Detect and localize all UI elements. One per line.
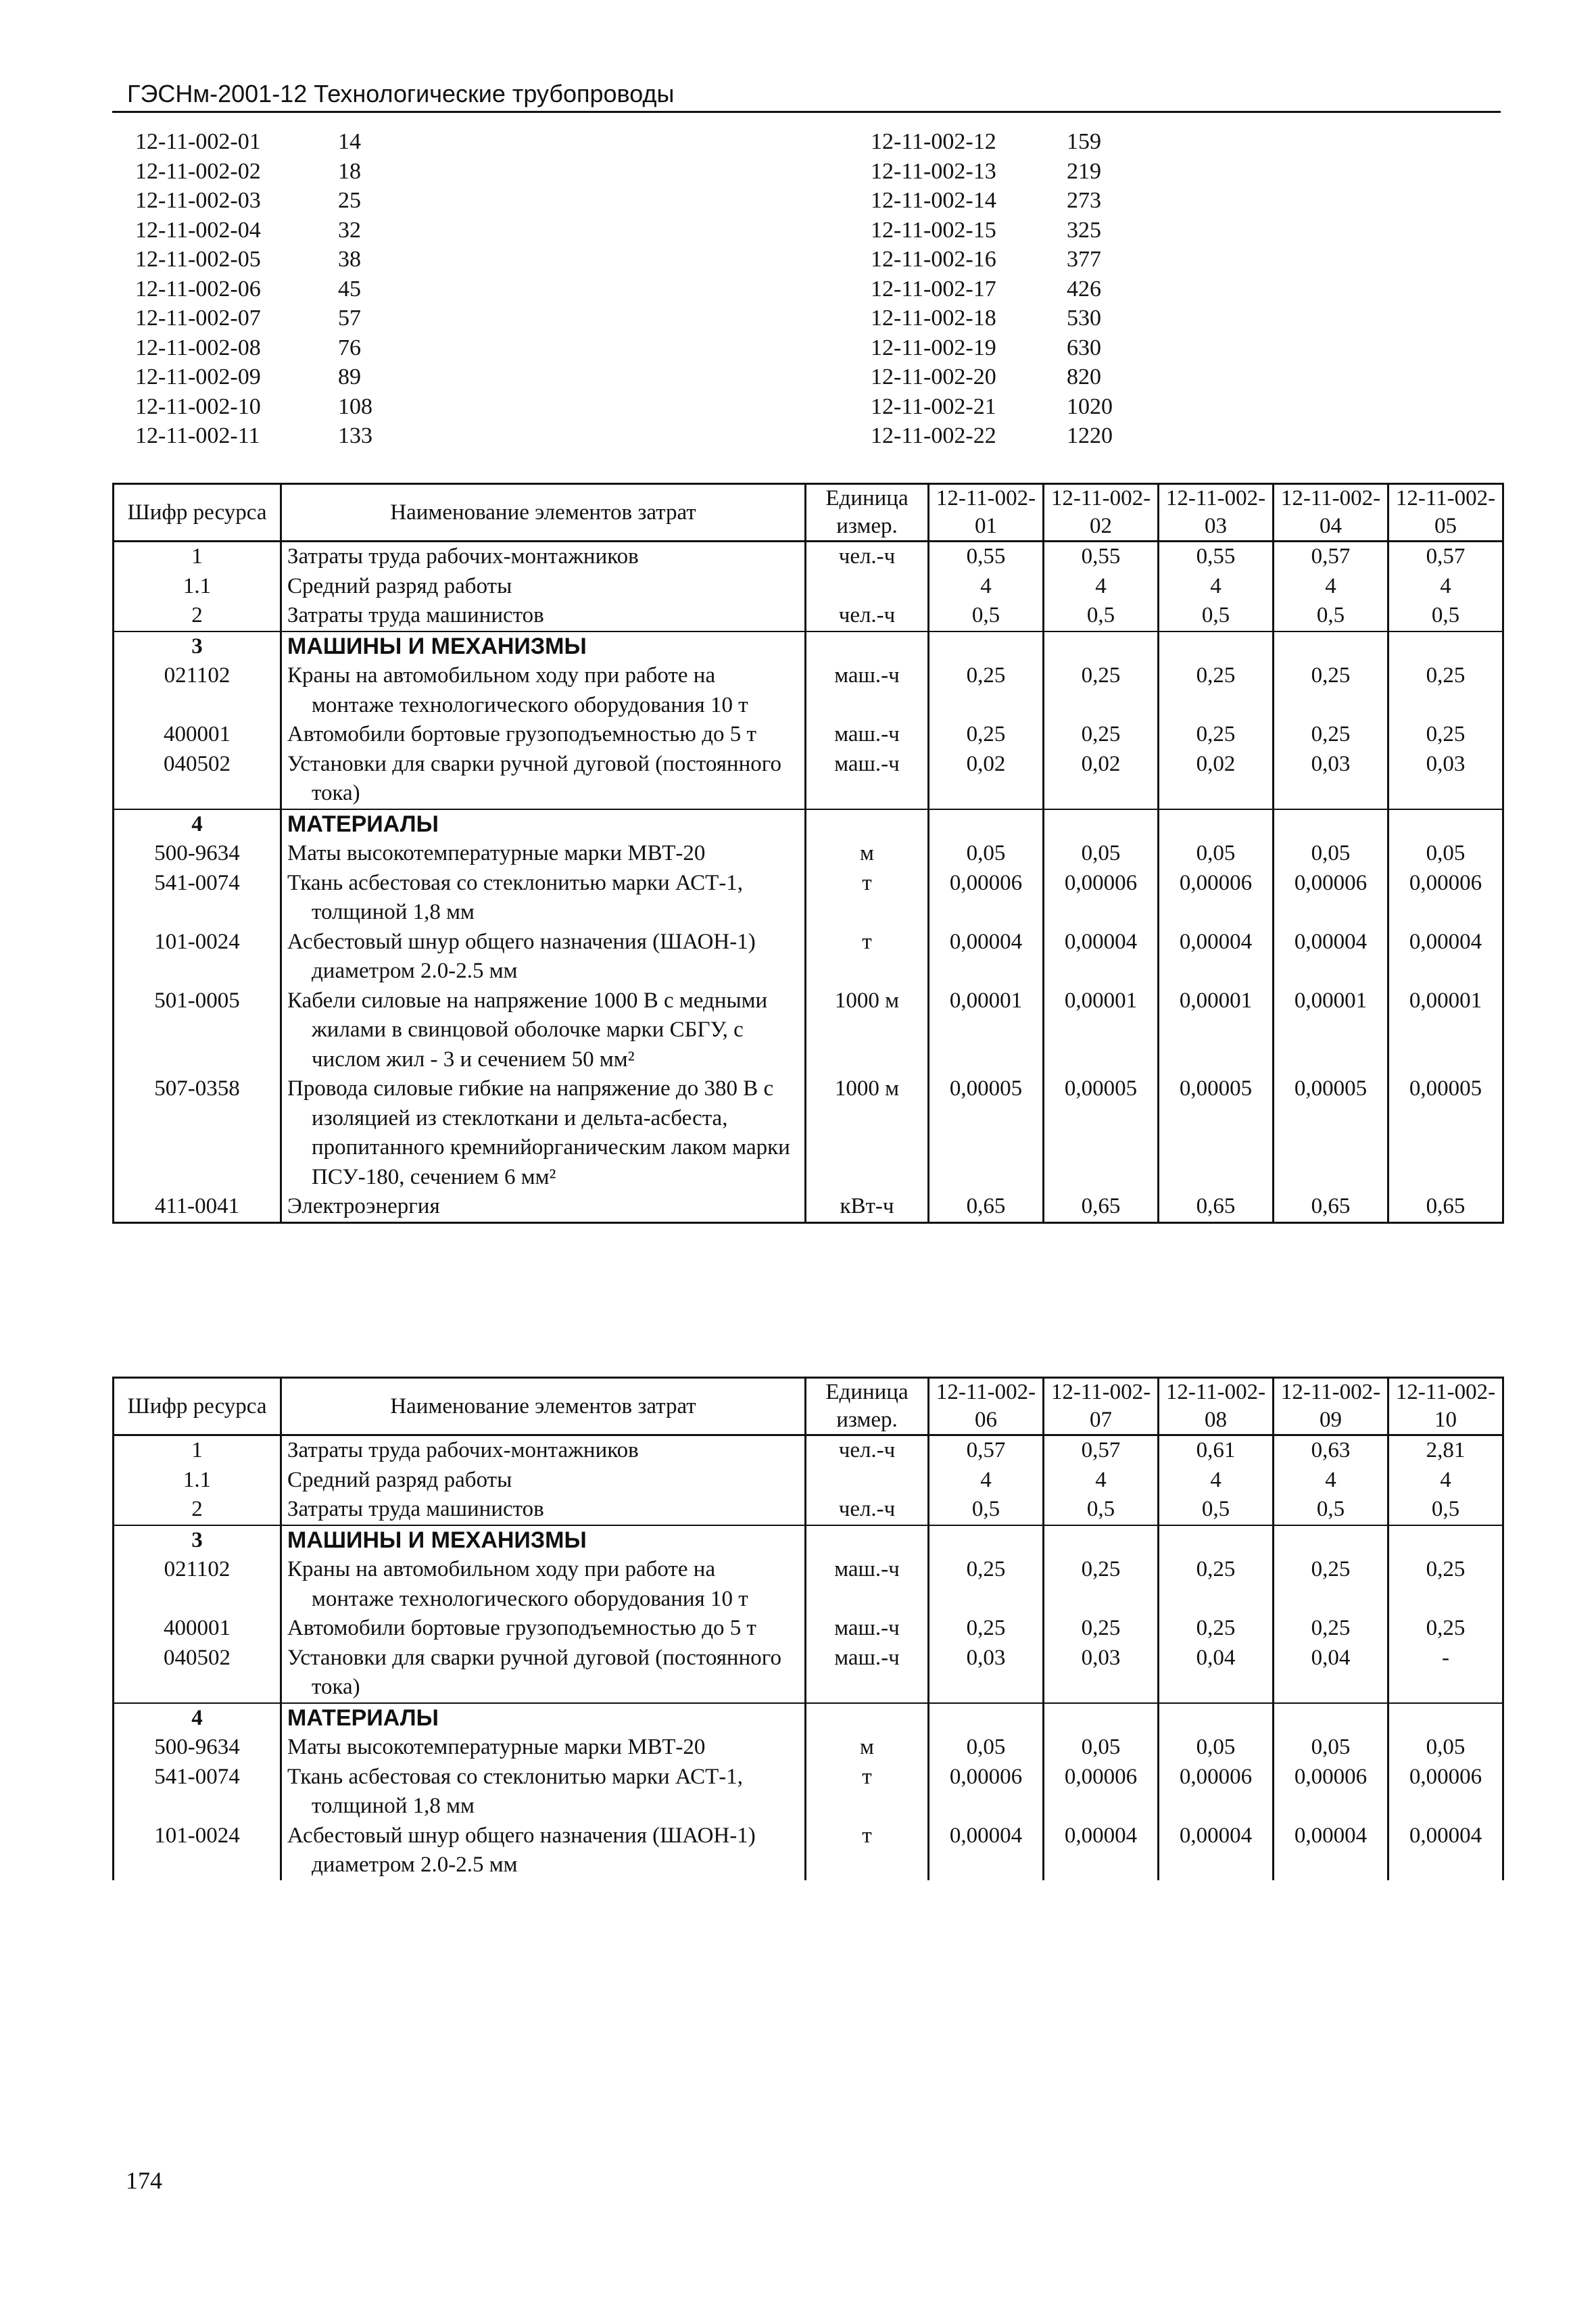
norm-value: 4 — [1388, 572, 1503, 602]
resource-code: 1.1 — [114, 572, 281, 602]
list-item: 12-11-002-22 1220 — [871, 423, 1113, 448]
resource-unit: м — [806, 1733, 929, 1763]
norm-value: 0,05 — [1274, 839, 1388, 869]
table-row — [114, 839, 1503, 869]
norm-value: 0,05 — [1159, 839, 1274, 869]
table-body — [114, 1435, 1503, 1880]
norm-value: 0,04 — [1274, 1644, 1388, 1703]
norm-value — [1159, 631, 1274, 662]
resource-name — [281, 1435, 806, 1466]
resource-code: 101-0024 — [114, 1821, 281, 1880]
resource-unit: т — [806, 928, 929, 986]
page-header — [112, 73, 1501, 113]
list-item: 12-11-002-14 273 — [871, 188, 1101, 213]
resource-name — [281, 869, 806, 928]
norm-value: 0,00005 — [1159, 1074, 1274, 1192]
resource-name — [281, 542, 806, 572]
norm-value: 0,55 — [929, 542, 1044, 572]
resource-code: 040502 — [114, 750, 281, 809]
norm-value: 0,00001 — [1274, 986, 1388, 1075]
resource-unit: м — [806, 839, 929, 869]
column-header-norm: 12-11-002-02 — [1044, 484, 1159, 542]
norm-value: 0,02 — [1159, 750, 1274, 809]
resource-code: 2 — [114, 601, 281, 631]
resource-name — [281, 1733, 806, 1763]
norm-value: 0,00004 — [1388, 1821, 1503, 1880]
list-item: 12-11-002-05 38 — [135, 247, 361, 272]
resource-unit: т — [806, 1763, 929, 1821]
table-row — [114, 542, 1503, 572]
resource-name-text: Краны на автомобильном ходу при работе на монтаже технологического оборудования 10 т — [287, 1557, 748, 1611]
norm-value: 0,65 — [1044, 1192, 1159, 1222]
list-item: 12-11-002-11 133 — [135, 423, 372, 448]
norm-value: 0,25 — [1159, 1555, 1274, 1614]
norm-value — [1044, 809, 1159, 840]
resource-name-text: Затраты труда рабочих-монтажников — [287, 1438, 639, 1462]
resource-name — [281, 750, 806, 809]
resource-unit: маш.-ч — [806, 661, 929, 720]
resource-name-text: Кабели силовые на напряжение 1000 В с медными жилами в свинцовой оболочке марки СБГУ, с числом жил - 3 и сечением 50 мм² — [287, 988, 768, 1072]
list-item: 12-11-002-13 219 — [871, 158, 1101, 184]
norm-value: 4 — [929, 1466, 1044, 1496]
norm-value: 0,00006 — [1274, 869, 1388, 928]
diameter-list-left — [135, 127, 473, 451]
norm-value — [1388, 631, 1503, 662]
resource-name — [281, 839, 806, 869]
table-row — [114, 986, 1503, 1075]
norm-value: 0,57 — [929, 1435, 1044, 1466]
list-item: 12-11-002-20 820 — [871, 364, 1101, 389]
norm-value: 0,25 — [929, 1614, 1044, 1644]
norm-value: 0,25 — [1159, 720, 1274, 750]
table-row — [114, 1555, 1503, 1614]
norm-value: 0,00005 — [1274, 1074, 1388, 1192]
norm-value: 0,03 — [1388, 750, 1503, 809]
resource-name-text: МАТЕРИАЛЫ — [287, 811, 439, 837]
norm-value: 0,25 — [1044, 720, 1159, 750]
resource-name — [281, 1821, 806, 1880]
list-item: 12-11-002-01 14 — [135, 129, 361, 154]
resource-code: 1 — [114, 542, 281, 572]
list-item: 12-11-002-06 45 — [135, 276, 361, 302]
list-item: 12-11-002-16 377 — [871, 247, 1101, 272]
resource-name-text: Затраты труда машинистов — [287, 603, 544, 627]
list-item: 12-11-002-08 76 — [135, 335, 361, 360]
resource-unit: чел.-ч — [806, 1435, 929, 1466]
resource-name — [281, 1466, 806, 1496]
norm-value — [1274, 631, 1388, 662]
resource-code: 021102 — [114, 661, 281, 720]
resource-code: 4 — [114, 809, 281, 840]
resource-name — [281, 1074, 806, 1192]
norm-value: 0,57 — [1388, 542, 1503, 572]
resource-name-text: МАШИНЫ И МЕХАНИЗМЫ — [287, 1527, 587, 1553]
resource-name-text: Ткань асбестовая со стеклонитью марки АСТ-1, толщиной 1,8 мм — [287, 1764, 744, 1818]
norm-value: 0,5 — [1044, 1495, 1159, 1525]
resource-name-text: Маты высокотемпературные марки МВТ-20 — [287, 841, 706, 865]
resource-unit — [806, 1703, 929, 1734]
norm-value: 0,00004 — [1044, 1821, 1159, 1880]
norm-value: 0,00004 — [1274, 1821, 1388, 1880]
table-row — [114, 572, 1503, 602]
norm-value: 0,25 — [1044, 1555, 1159, 1614]
norm-value — [1388, 1525, 1503, 1556]
resource-unit: маш.-ч — [806, 750, 929, 809]
norm-value: 0,00006 — [1159, 1763, 1274, 1821]
norm-value: 0,25 — [1388, 720, 1503, 750]
resource-code: 021102 — [114, 1555, 281, 1614]
norm-value: 0,5 — [1159, 1495, 1274, 1525]
norm-value: 0,00006 — [1159, 869, 1274, 928]
norm-value: 0,25 — [1159, 661, 1274, 720]
table-row — [114, 928, 1503, 986]
norm-value: 4 — [1274, 1466, 1388, 1496]
table-row — [114, 661, 1503, 720]
resource-code: 400001 — [114, 720, 281, 750]
norm-value: 0,00006 — [929, 869, 1044, 928]
list-item: 12-11-002-04 32 — [135, 217, 361, 243]
norm-value: 0,25 — [929, 720, 1044, 750]
resource-name — [281, 1525, 806, 1556]
norm-value: 0,25 — [1274, 661, 1388, 720]
norm-value — [1274, 1525, 1388, 1556]
resource-unit: т — [806, 869, 929, 928]
table-row — [114, 631, 1503, 662]
list-item: 12-11-002-09 89 — [135, 364, 361, 389]
norm-value: 0,5 — [1274, 601, 1388, 631]
norm-value: 0,57 — [1274, 542, 1388, 572]
column-header-norm: 12-11-002-08 — [1159, 1378, 1274, 1435]
norm-value: 0,00001 — [1044, 986, 1159, 1075]
table-row — [114, 1435, 1503, 1466]
table-row — [114, 1466, 1503, 1496]
norm-value: 0,05 — [1159, 1733, 1274, 1763]
resource-name-text: Автомобили бортовые грузоподъемностью до 5 т — [287, 722, 756, 746]
norm-value — [929, 1703, 1044, 1734]
table-row — [114, 1074, 1503, 1192]
column-header-norm: 12-11-002-03 — [1159, 484, 1274, 542]
norm-value: 4 — [1274, 572, 1388, 602]
norm-value: 0,03 — [1274, 750, 1388, 809]
resource-name-text: Затраты труда машинистов — [287, 1497, 544, 1521]
norm-value — [929, 631, 1044, 662]
norm-value: 0,00005 — [1044, 1074, 1159, 1192]
resource-table-1 — [112, 483, 1504, 1224]
resource-unit: 1000 м — [806, 1074, 929, 1192]
norm-value: 0,5 — [1388, 601, 1503, 631]
resource-name — [281, 661, 806, 720]
norm-value — [929, 809, 1044, 840]
table-row — [114, 1192, 1503, 1222]
norm-value: 0,25 — [1044, 661, 1159, 720]
table-row — [114, 601, 1503, 631]
norm-value: 0,05 — [1388, 839, 1503, 869]
resource-code: 3 — [114, 631, 281, 662]
resource-name — [281, 720, 806, 750]
resource-name-text: Затраты труда рабочих-монтажников — [287, 544, 639, 569]
resource-name-text: Электроэнергия — [287, 1194, 440, 1218]
resource-name-text: Ткань асбестовая со стеклонитью марки АСТ-1, толщиной 1,8 мм — [287, 870, 744, 924]
norm-value — [1159, 1525, 1274, 1556]
resource-unit: маш.-ч — [806, 1614, 929, 1644]
column-header-norm: 12-11-002-09 — [1274, 1378, 1388, 1435]
norm-value: 0,05 — [929, 839, 1044, 869]
norm-value: 0,25 — [1388, 1555, 1503, 1614]
norm-value: 0,65 — [1274, 1192, 1388, 1222]
diameter-list-right — [871, 127, 1202, 451]
list-item: 12-11-002-07 57 — [135, 306, 361, 331]
norm-value: 0,00006 — [929, 1763, 1044, 1821]
resource-unit: маш.-ч — [806, 1644, 929, 1703]
list-item: 12-11-002-03 25 — [135, 188, 361, 213]
resource-unit: маш.-ч — [806, 1555, 929, 1614]
norm-value: 0,02 — [1044, 750, 1159, 809]
resource-name — [281, 986, 806, 1075]
column-header-norm: 12-11-002-05 — [1388, 484, 1503, 542]
resource-name-text: Маты высокотемпературные марки МВТ-20 — [287, 1735, 706, 1759]
table-row — [114, 1614, 1503, 1644]
norm-value: 0,25 — [929, 661, 1044, 720]
column-header-code: Шифр ресурса — [114, 484, 281, 542]
resource-name — [281, 1614, 806, 1644]
resource-name — [281, 1644, 806, 1703]
resource-code: 501-0005 — [114, 986, 281, 1075]
table-row — [114, 750, 1503, 809]
norm-value: 0,00004 — [1388, 928, 1503, 986]
table-row — [114, 1703, 1503, 1734]
norm-value: 0,63 — [1274, 1435, 1388, 1466]
norm-value: 0,04 — [1159, 1644, 1274, 1703]
resource-code: 541-0074 — [114, 1763, 281, 1821]
resource-unit: кВт-ч — [806, 1192, 929, 1222]
page-number: 174 — [126, 2167, 162, 2194]
norm-value: 0,65 — [1388, 1192, 1503, 1222]
norm-value: 0,00006 — [1388, 1763, 1503, 1821]
norm-value: - — [1388, 1644, 1503, 1703]
resource-code: 507-0358 — [114, 1074, 281, 1192]
norm-value: 0,25 — [1388, 1614, 1503, 1644]
norm-value: 0,05 — [1274, 1733, 1388, 1763]
table-row — [114, 1644, 1503, 1703]
norm-value — [1388, 809, 1503, 840]
resource-table-2 — [112, 1377, 1504, 1880]
table-header-row — [114, 1378, 1503, 1435]
column-header-norm: 12-11-002-04 — [1274, 484, 1388, 542]
resource-code: 3 — [114, 1525, 281, 1556]
resource-code: 500-9634 — [114, 1733, 281, 1763]
norm-value: 0,00004 — [929, 928, 1044, 986]
table-row — [114, 1763, 1503, 1821]
column-header-code: Шифр ресурса — [114, 1378, 281, 1435]
resource-unit: чел.-ч — [806, 601, 929, 631]
resource-name — [281, 572, 806, 602]
resource-unit — [806, 572, 929, 602]
table-row — [114, 1495, 1503, 1525]
resource-name-text: МАШИНЫ И МЕХАНИЗМЫ — [287, 633, 587, 659]
norm-value: 0,05 — [1388, 1733, 1503, 1763]
resource-name-text: МАТЕРИАЛЫ — [287, 1704, 439, 1731]
norm-value — [1044, 631, 1159, 662]
list-item: 12-11-002-12 159 — [871, 129, 1101, 154]
norm-value: 0,65 — [1159, 1192, 1274, 1222]
norm-value — [1044, 1703, 1159, 1734]
norm-value: 0,00005 — [1388, 1074, 1503, 1192]
norm-value: 0,25 — [1274, 720, 1388, 750]
resource-code: 101-0024 — [114, 928, 281, 986]
resource-code: 040502 — [114, 1644, 281, 1703]
resource-code: 1.1 — [114, 1466, 281, 1496]
resource-code: 500-9634 — [114, 839, 281, 869]
resource-code: 400001 — [114, 1614, 281, 1644]
norm-value: 0,00006 — [1388, 869, 1503, 928]
resource-name — [281, 809, 806, 840]
resource-name-text: Средний разряд работы — [287, 573, 512, 598]
norm-value: 0,57 — [1044, 1435, 1159, 1466]
norm-value: 0,5 — [929, 1495, 1044, 1525]
list-item: 12-11-002-18 530 — [871, 306, 1101, 331]
resource-code: 411-0041 — [114, 1192, 281, 1222]
column-header-name: Наименование элементов затрат — [281, 484, 806, 542]
resource-unit — [806, 809, 929, 840]
resource-unit: маш.-ч — [806, 720, 929, 750]
table-row — [114, 1733, 1503, 1763]
norm-value: 4 — [929, 572, 1044, 602]
norm-value: 0,5 — [1044, 601, 1159, 631]
resource-name-text: Установки для сварки ручной дуговой (постоянного тока) — [287, 751, 781, 805]
resource-name-text: Краны на автомобильном ходу при работе на монтаже технологического оборудования 10 т — [287, 663, 748, 717]
resource-unit: чел.-ч — [806, 1495, 929, 1525]
resource-code: 541-0074 — [114, 869, 281, 928]
resource-unit — [806, 1525, 929, 1556]
norm-value: 0,25 — [1044, 1614, 1159, 1644]
resource-unit — [806, 631, 929, 662]
column-header-unit: Единица измер. — [806, 484, 929, 542]
norm-value: 0,00004 — [1274, 928, 1388, 986]
norm-value: 0,00006 — [1044, 1763, 1159, 1821]
norm-value — [1159, 1703, 1274, 1734]
table-body — [114, 542, 1503, 1223]
norm-value: 0,25 — [1274, 1555, 1388, 1614]
norm-value: 0,00004 — [929, 1821, 1044, 1880]
norm-value: 0,05 — [929, 1733, 1044, 1763]
resource-code: 1 — [114, 1435, 281, 1466]
table-row — [114, 1821, 1503, 1880]
norm-value: 0,65 — [929, 1192, 1044, 1222]
norm-value: 4 — [1388, 1466, 1503, 1496]
column-header-name: Наименование элементов затрат — [281, 1378, 806, 1435]
norm-value — [929, 1525, 1044, 1556]
norm-value: 0,00004 — [1159, 1821, 1274, 1880]
list-item: 12-11-002-21 1020 — [871, 393, 1113, 419]
resource-name-text: Асбестовый шнур общего назначения (ШАОН-1) диаметром 2.0-2.5 мм — [287, 1823, 756, 1877]
resource-name — [281, 1495, 806, 1525]
norm-value: 0,5 — [1388, 1495, 1503, 1525]
norm-value — [1159, 809, 1274, 840]
norm-value: 4 — [1159, 572, 1274, 602]
resource-name — [281, 1192, 806, 1222]
resource-unit: т — [806, 1821, 929, 1880]
resource-name — [281, 1703, 806, 1734]
list-item: 12-11-002-02 18 — [135, 158, 361, 184]
list-item: 12-11-002-19 630 — [871, 335, 1101, 360]
resource-code: 4 — [114, 1703, 281, 1734]
norm-value: 0,5 — [929, 601, 1044, 631]
column-header-unit: Единица измер. — [806, 1378, 929, 1435]
norm-value — [1044, 1525, 1159, 1556]
resource-name — [281, 928, 806, 986]
table-row — [114, 869, 1503, 928]
norm-value: 0,25 — [1388, 661, 1503, 720]
norm-value: 2,81 — [1388, 1435, 1503, 1466]
norm-value: 0,03 — [929, 1644, 1044, 1703]
norm-value: 0,03 — [1044, 1644, 1159, 1703]
column-header-norm: 12-11-002-06 — [929, 1378, 1044, 1435]
norm-value: 0,55 — [1159, 542, 1274, 572]
norm-value: 4 — [1159, 1466, 1274, 1496]
resource-name-text: Автомобили бортовые грузоподъемностью до 5 т — [287, 1616, 756, 1640]
resource-name — [281, 1555, 806, 1614]
resource-name-text: Провода силовые гибкие на напряжение до 380 В с изоляцией из стеклоткани и дельта-асбеста, пропитанного кремнийорганическим лаком марки ПСУ-180, сечением 6 мм² — [287, 1076, 790, 1189]
resource-name-text: Средний разряд работы — [287, 1467, 512, 1492]
column-header-norm: 12-11-002-07 — [1044, 1378, 1159, 1435]
norm-value: 0,00001 — [929, 986, 1044, 1075]
resource-name — [281, 601, 806, 631]
norm-value: 0,05 — [1044, 839, 1159, 869]
resource-unit: чел.-ч — [806, 542, 929, 572]
list-item: 12-11-002-17 426 — [871, 276, 1101, 302]
resource-unit — [806, 1466, 929, 1496]
norm-value: 0,00005 — [929, 1074, 1044, 1192]
norm-value: 0,25 — [1159, 1614, 1274, 1644]
norm-value: 0,5 — [1274, 1495, 1388, 1525]
norm-value: 0,00004 — [1159, 928, 1274, 986]
table-row — [114, 720, 1503, 750]
norm-value: 0,00001 — [1388, 986, 1503, 1075]
norm-value: 0,00001 — [1159, 986, 1274, 1075]
norm-value — [1388, 1703, 1503, 1734]
norm-value — [1274, 809, 1388, 840]
norm-value: 0,25 — [929, 1555, 1044, 1614]
norm-value: 0,02 — [929, 750, 1044, 809]
column-header-norm: 12-11-002-10 — [1388, 1378, 1503, 1435]
list-item: 12-11-002-10 108 — [135, 393, 372, 419]
table-header-row — [114, 484, 1503, 542]
resource-name-text: Асбестовый шнур общего назначения (ШАОН-1) диаметром 2.0-2.5 мм — [287, 929, 756, 983]
norm-value: 0,00004 — [1044, 928, 1159, 986]
resource-name — [281, 631, 806, 662]
resource-unit: 1000 м — [806, 986, 929, 1075]
norm-value: 0,5 — [1159, 601, 1274, 631]
norm-value: 4 — [1044, 1466, 1159, 1496]
resource-name — [281, 1763, 806, 1821]
norm-value: 0,61 — [1159, 1435, 1274, 1466]
resource-code: 2 — [114, 1495, 281, 1525]
norm-value: 4 — [1044, 572, 1159, 602]
norm-value: 0,00006 — [1044, 869, 1159, 928]
norm-value — [1274, 1703, 1388, 1734]
norm-value: 0,05 — [1044, 1733, 1159, 1763]
norm-value: 0,55 — [1044, 542, 1159, 572]
table-row — [114, 809, 1503, 840]
column-header-norm: 12-11-002-01 — [929, 484, 1044, 542]
list-item: 12-11-002-15 325 — [871, 217, 1101, 243]
table-row — [114, 1525, 1503, 1556]
resource-name-text: Установки для сварки ручной дуговой (постоянного тока) — [287, 1645, 781, 1699]
page-title: ГЭСНм-2001-12 Технологические трубопроводы — [127, 80, 675, 108]
norm-value: 0,25 — [1274, 1614, 1388, 1644]
norm-value: 0,00006 — [1274, 1763, 1388, 1821]
